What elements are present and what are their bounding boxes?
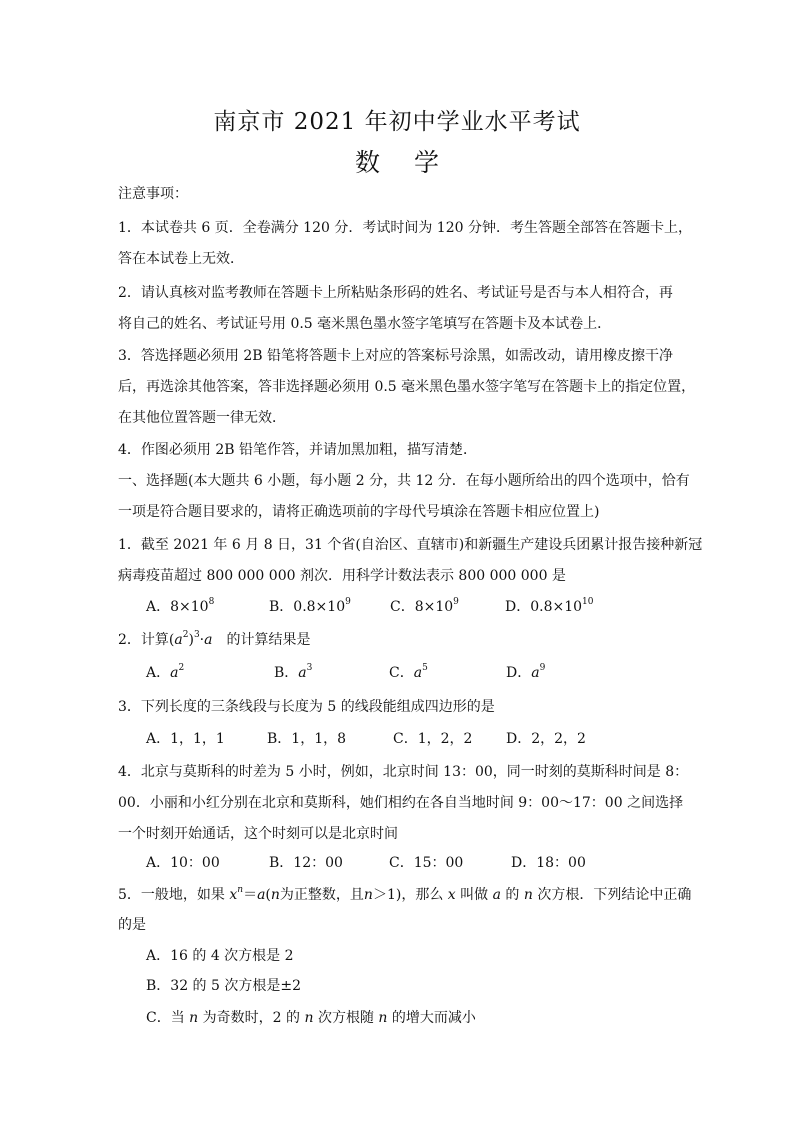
notice-item-3-line-1: 3．答选择题必须用 2B 铅笔将答题卡上对应的答案标号涂黑，如需改动，请用橡皮擦干净	[118, 348, 674, 364]
q3-option-c: C．1，2，2	[393, 731, 473, 747]
q4-stem-line-2: 00．小丽和小红分别在北京和莫斯科，她们相约在各自当地时间 9：00～17：00 之间选择	[118, 795, 684, 811]
q1-option-c: C．$8\times 10^9$	[390, 597, 459, 615]
q5-option-c: C．当 n 为奇数时，2 的 n 次方根随 n 的增大而减小	[146, 1010, 476, 1026]
notice-item-3-line-3: 在其他位置答题一律无效．	[118, 410, 286, 426]
section1-instructions-line-2: 一项是符合题目要求的，请将正确选项前的字母代号填涂在答题卡相应位置上)	[118, 504, 600, 520]
q3-option-d: D．2，2，2	[506, 731, 586, 747]
exam-title: 南京市 2021 年初中学业水平考试	[213, 109, 581, 135]
q5-stem-line-1: 5．一般地，如果 $x^n=a(n$为正整数，且n＞1)，那么 x 叫做 a 的 n 次方根．下列结论中正确	[118, 885, 692, 903]
q4-option-b: B．12：00	[269, 855, 343, 871]
q1-stem-line-1: 1．截至 2021 年 6 月 8 日，31 个省(自治区、直辖市)和新疆生产建设兵团累计报告接种新冠	[118, 537, 703, 553]
q4-stem-line-3: 一个时刻开始通话，这个时刻可以是北京时间	[118, 826, 398, 842]
q5-stem-line-2: 的是	[118, 917, 146, 933]
q1-option-a: A．$8\times 10^8$	[146, 597, 215, 615]
q3-option-a: A．1，1，1	[146, 731, 225, 747]
notice-item-2-line-1: 2．请认真核对监考教师在答题卡上所粘贴条形码的姓名、考试证号是否与本人相符合，再	[118, 285, 673, 301]
notice-item-3-line-2: 后，再选涂其他答案，答非选择题必须用 0.5 毫米黑色墨水签字笔写在答题卡上的指定位置，	[118, 379, 696, 395]
q4-option-c: C．15：00	[389, 855, 464, 871]
q1-option-d: D．$0.8\times 10^{10}$	[505, 597, 594, 615]
q3-option-b: B．1，1，8	[267, 731, 347, 747]
notice-item-2-line-2: 将自己的姓名、考试证号用 0.5 毫米黑色墨水签字笔填写在答题卡及本试卷上．	[118, 316, 612, 332]
q4-stem-line-1: 4．北京与莫斯科的时差为 5 小时，例如，北京时间 13：00，同一时刻的莫斯科时间是 8：	[118, 764, 689, 780]
notice-heading: 注意事项：	[118, 186, 188, 202]
q4-option-a: A．10：00	[146, 855, 220, 871]
q3-stem: 3．下列长度的三条线段与长度为 5 的线段能组成四边形的是	[118, 699, 495, 715]
q2-option-a: A．$a^2$	[146, 663, 185, 681]
subject-title: 数学	[354, 148, 473, 177]
notice-item-4-line-1: 4．作图必须用 2B 铅笔作答，并请加黑加粗，描写清楚．	[118, 442, 478, 458]
q2-option-d: D．$a^9$	[506, 663, 546, 681]
q5-option-b: B．32 的 5 次方根是±2	[146, 978, 301, 994]
q2-option-b: B．$a^3$	[274, 663, 313, 681]
q2-option-c: C．$a^5$	[389, 663, 428, 681]
q4-option-d: D．18：00	[511, 855, 586, 871]
notice-item-1-line-2: 答在本试卷上无效．	[118, 251, 244, 267]
q1-option-b: B．$0.8\times 10^9$	[269, 597, 351, 615]
q1-stem-line-2: 病毒疫苗超过 800 000 000 剂次．用科学计数法表示 800 000 000 是	[118, 568, 566, 584]
notice-item-1-line-1: 1．本试卷共 6 页．全卷满分 120 分．考试时间为 120 分钟．考生答题全部答在答题卡上，	[118, 220, 692, 236]
section1-instructions-line-1: 一、选择题(本大题共 6 小题，每小题 2 分，共 12 分．在每小题所给出的四个选项中，恰有	[118, 473, 690, 489]
q5-option-a: A．16 的 4 次方根是 2	[146, 948, 294, 964]
q2-stem: 2．计算$(a^2)^3\cdot a$ 的计算结果是	[118, 630, 311, 648]
